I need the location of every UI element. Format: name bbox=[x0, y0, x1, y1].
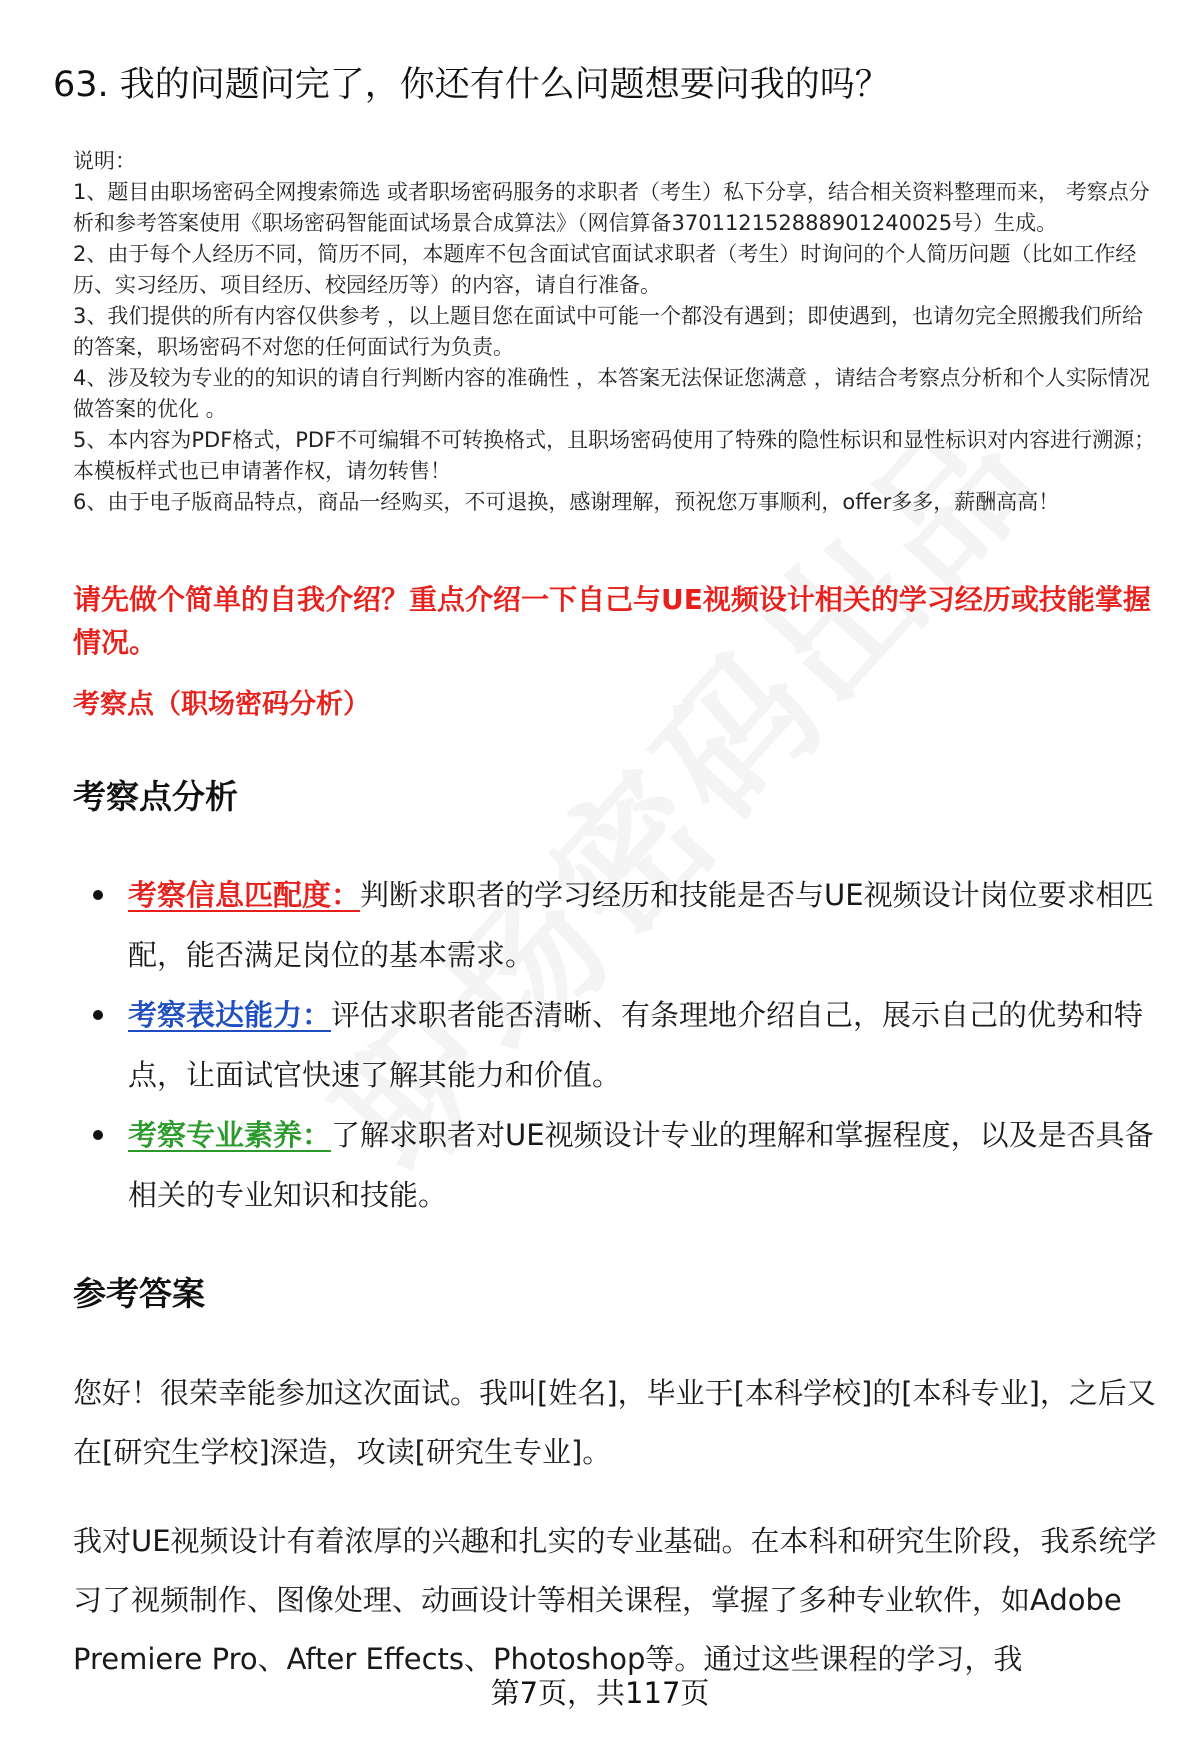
bullet-dot-icon bbox=[93, 890, 103, 900]
analysis-item bbox=[93, 865, 1165, 985]
kaochadian-label: 考察点（职场密码分析） bbox=[73, 689, 370, 720]
answer-heading: 参考答案 bbox=[73, 1274, 205, 1313]
question-number-heading: 63. 我的问题问完了，你还有什么问题想要问我的吗？ bbox=[53, 65, 890, 105]
interview-question: 请先做个简单的自我介绍？重点介绍一下自己与UE视频设计相关的学习经历或技能掌握情况。 bbox=[73, 583, 1151, 659]
answer-paragraph: 我对UE视频设计有着浓厚的兴趣和扎实的专业基础。在本科和研究生阶段，我系统学习了视频制作、图像处理、动画设计等相关课程，掌握了多种专业软件，如Adobe Premiere Pro、After Effects、Photoshop等。通过这些课程的学习，我 bbox=[73, 1524, 1157, 1676]
note-item: 5、本内容为PDF格式，PDF不可编辑不可转换格式，且职场密码使用了特殊的隐性标识和显性标识对内容进行溯源；本模板样式也已申请著作权，请勿转售！ bbox=[73, 428, 1156, 483]
analysis-item bbox=[93, 985, 1165, 1105]
analysis-item-label: 考察信息匹配度： bbox=[128, 878, 361, 912]
notes-title: 说明： bbox=[73, 149, 136, 173]
analysis-item-text: 评估求职者能否清晰、有条理地介绍自己，展示自己的优势和特点，让面试官快速了解其能力和价值。 bbox=[128, 998, 1144, 1092]
page-footer: 第7页，共117页 bbox=[490, 1676, 710, 1710]
note-item: 1、题目由职场密码全网搜索筛选 或者职场密码服务的求职者（考生）私下分享，结合相关资料整理而来， 考察点分析和参考答案使用《职场密码智能面试场景合成算法》（网信算备370112152888901240025号）生成。 bbox=[73, 180, 1150, 235]
bullet-dot-icon bbox=[93, 1010, 103, 1020]
answer-paragraph: 您好！很荣幸能参加这次面试。我叫[姓名]，毕业于[本科学校]的[本科专业]，之后又在[研究生学校]深造，攻读[研究生专业]。 bbox=[73, 1376, 1156, 1469]
note-item: 3、我们提供的所有内容仅供参考 ，以上题目您在面试中可能一个都没有遇到；即使遇到，也请勿完全照搬我们所给的答案，职场密码不对您的任何面试行为负责。 bbox=[73, 304, 1144, 359]
note-item: 6、由于电子版商品特点，商品一经购买，不可退换，感谢理解，预祝您万事顺利，offer多多，薪酬高高！ bbox=[73, 490, 1060, 514]
analysis-item bbox=[93, 1105, 1165, 1225]
analysis-list bbox=[93, 865, 1165, 1225]
analysis-heading: 考察点分析 bbox=[73, 777, 238, 816]
note-item: 2、由于每个人经历不同，简历不同，本题库不包含面试官面试求职者（考生）时询问的个人简历问题（比如工作经历、实习经历、项目经历、校园经历等）的内容，请自行准备。 bbox=[73, 242, 1137, 297]
analysis-item-label: 考察专业素养： bbox=[128, 1118, 332, 1152]
note-item: 4、涉及较为专业的的知识的请自行判断内容的准确性 ，本答案无法保证您满意 ，请结合考察点分析和个人实际情况做答案的优化 。 bbox=[73, 366, 1150, 421]
analysis-item-label: 考察表达能力： bbox=[128, 998, 332, 1032]
analysis-item-text: 了解求职者对UE视频设计专业的理解和掌握程度，以及是否具备相关的专业知识和技能。 bbox=[128, 1118, 1154, 1212]
bullet-dot-icon bbox=[93, 1130, 103, 1140]
analysis-item-text: 判断求职者的学习经历和技能是否与UE视频设计岗位要求相匹配，能否满足岗位的基本需求。 bbox=[128, 878, 1154, 972]
notes-block bbox=[73, 146, 1163, 518]
